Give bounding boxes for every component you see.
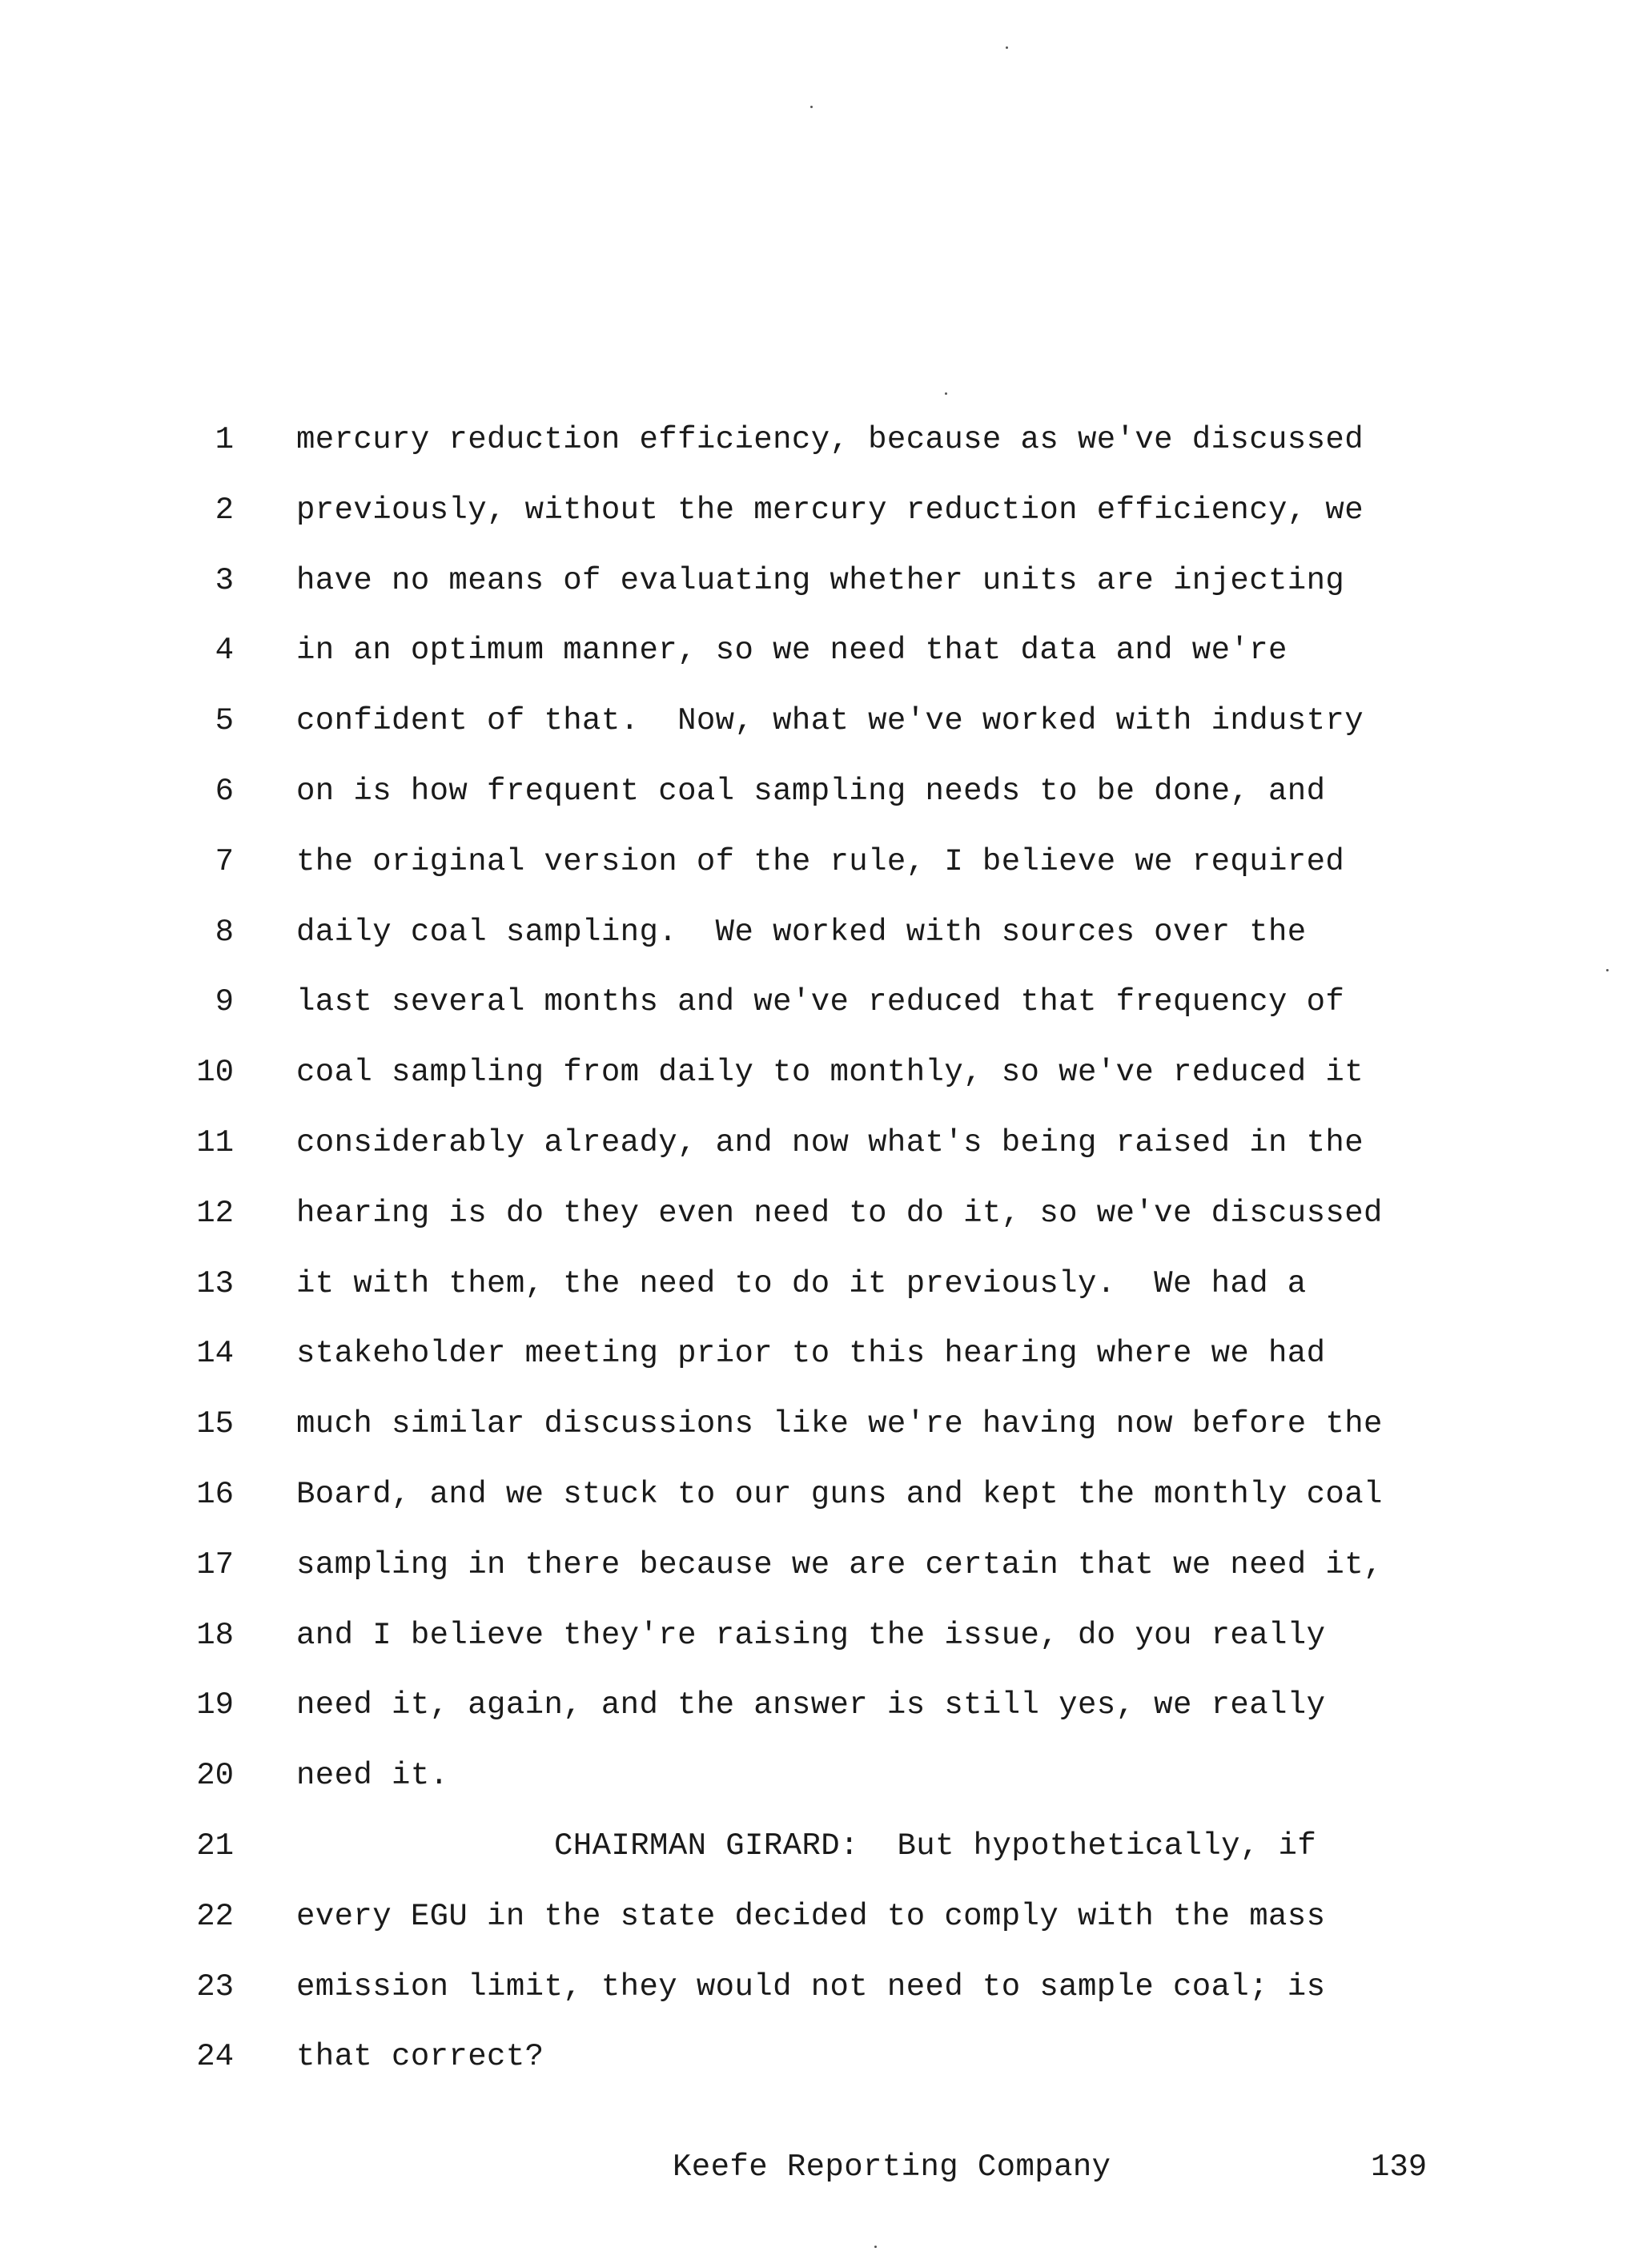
scan-speck [945, 392, 947, 395]
transcript-line [0, 1959, 1627, 2029]
transcript-line [0, 1115, 1627, 1185]
line-text: on is how frequent coal sampling needs to be done, and [296, 773, 1326, 809]
transcript-line [0, 482, 1627, 553]
transcript-lines [0, 412, 1627, 2099]
line-number: 21 [196, 1828, 234, 1864]
line-text: confident of that. Now, what we've worked with industry [296, 703, 1364, 739]
speaker-line-text: CHAIRMAN GIRARD: But hypothetically, if [554, 1828, 1317, 1864]
line-text: considerably already, and now what's being raised in the [296, 1124, 1364, 1160]
transcript-line [0, 622, 1627, 693]
line-text: need it. [296, 1758, 449, 1794]
line-number: 7 [215, 843, 234, 879]
page-number: 139 [1371, 2149, 1428, 2185]
transcript-line [0, 1888, 1627, 1959]
transcript-line [0, 553, 1627, 623]
line-number: 3 [215, 562, 234, 598]
line-text: coal sampling from daily to monthly, so we've reduced it [296, 1055, 1364, 1091]
line-number: 4 [215, 633, 234, 669]
transcript-line [0, 2029, 1627, 2099]
transcript-line [0, 904, 1627, 975]
line-number: 2 [215, 492, 234, 528]
line-number: 8 [215, 914, 234, 950]
line-number: 12 [196, 1195, 234, 1231]
line-text: mercury reduction efficiency, because as we've discussed [296, 422, 1364, 457]
line-text: previously, without the mercury reduction efficiency, we [296, 492, 1364, 528]
line-number: 5 [215, 703, 234, 739]
line-number: 11 [196, 1124, 234, 1160]
transcript-line [0, 1607, 1627, 1678]
transcript-line [0, 974, 1627, 1044]
transcript-line [0, 693, 1627, 763]
line-text: in an optimum manner, so we need that data and we're [296, 633, 1288, 669]
line-number: 9 [215, 984, 234, 1020]
transcript-line [0, 1044, 1627, 1115]
line-text: last several months and we've reduced that frequency of [296, 984, 1345, 1020]
transcript-line [0, 1466, 1627, 1537]
line-text: it with them, the need to do it previously. We had a [296, 1265, 1307, 1301]
transcript-line [0, 1677, 1627, 1747]
line-number: 18 [196, 1617, 234, 1653]
line-text: have no means of evaluating whether units are injecting [296, 562, 1345, 598]
line-text: sampling in there because we are certain that we need it, [296, 1546, 1383, 1582]
footer-company-name: Keefe Reporting Company [673, 2149, 1111, 2185]
scan-speck [810, 106, 813, 108]
line-number: 10 [196, 1055, 234, 1091]
line-text: the original version of the rule, I believe we required [296, 843, 1345, 879]
transcript-line [0, 1818, 1627, 1888]
line-text: that correct? [296, 2039, 544, 2075]
line-text: stakeholder meeting prior to this hearing where we had [296, 1336, 1326, 1372]
transcript-line [0, 1537, 1627, 1607]
line-number: 16 [196, 1476, 234, 1512]
line-number: 6 [215, 773, 234, 809]
line-text: emission limit, they would not need to sample coal; is [296, 1968, 1326, 2005]
line-text: need it, again, and the answer is still yes, we really [296, 1687, 1326, 1723]
transcript-line [0, 1256, 1627, 1326]
line-number: 24 [196, 2039, 234, 2075]
line-text: every EGU in the state decided to comply with the mass [296, 1898, 1326, 1934]
line-number: 22 [196, 1898, 234, 1934]
line-number: 19 [196, 1687, 234, 1723]
line-text: and I believe they're raising the issue, do you really [296, 1617, 1326, 1653]
transcript-line [0, 1185, 1627, 1256]
transcript-line [0, 1396, 1627, 1466]
scan-speck [1006, 46, 1008, 49]
line-number: 20 [196, 1758, 234, 1794]
line-number: 23 [196, 1968, 234, 2005]
transcript-line [0, 1325, 1627, 1396]
transcript-line [0, 834, 1627, 904]
line-number: 1 [215, 422, 234, 457]
transcript-line [0, 1747, 1627, 1818]
line-number: 14 [196, 1336, 234, 1372]
line-text: hearing is do they even need to do it, so we've discussed [296, 1195, 1383, 1231]
transcript-line [0, 412, 1627, 482]
line-number: 15 [196, 1406, 234, 1442]
line-number: 17 [196, 1546, 234, 1582]
transcript-line [0, 763, 1627, 834]
line-number: 13 [196, 1265, 234, 1301]
line-text: much similar discussions like we're having now before the [296, 1406, 1383, 1442]
scan-speck [874, 2246, 877, 2248]
line-text: Board, and we stuck to our guns and kept the monthly coal [296, 1476, 1383, 1512]
line-text: daily coal sampling. We worked with sources over the [296, 914, 1307, 950]
